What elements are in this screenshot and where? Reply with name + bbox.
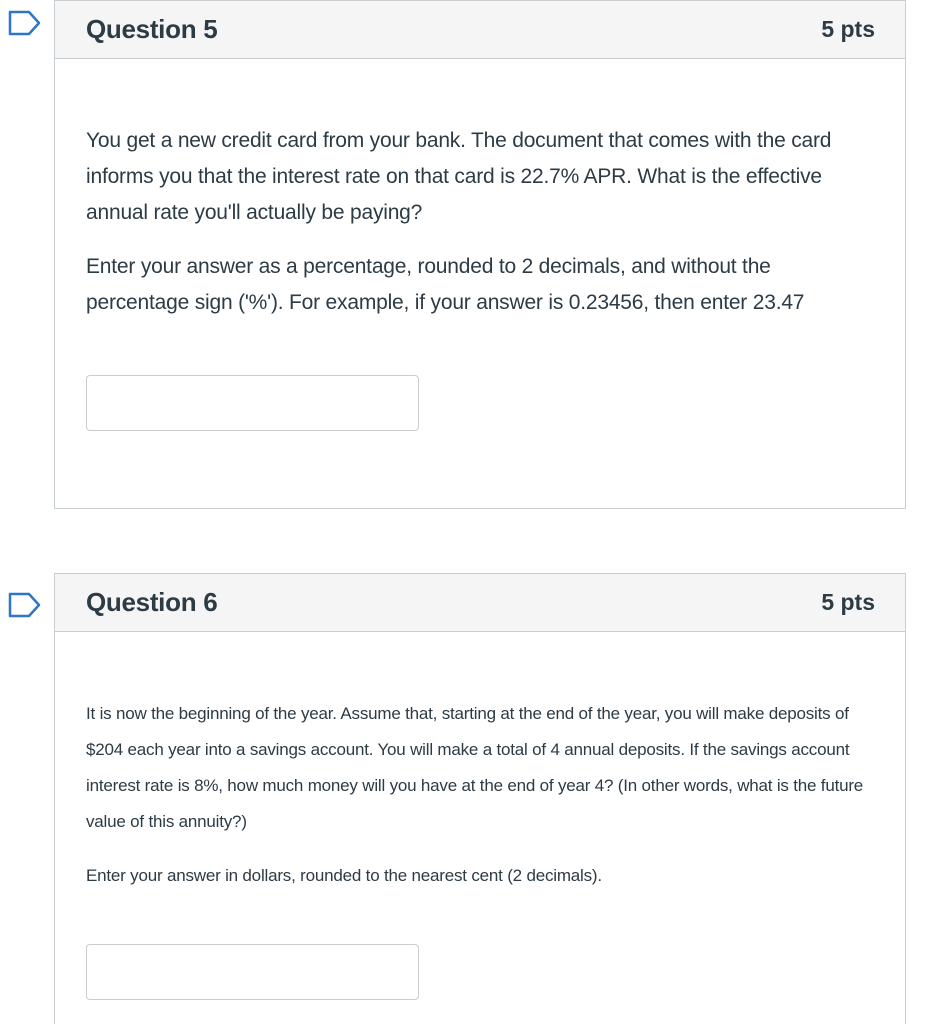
question-5 (54, 0, 906, 509)
question-header (55, 1, 905, 59)
question-header (55, 574, 905, 632)
question-text: You get a new credit card from your bank. The document that comes with the card informs you that the interest rate on that card is 22.7% APR. What is the effective annual rate you'll actually be paying? (86, 129, 832, 224)
answer-input[interactable] (86, 375, 419, 431)
flag-question-icon[interactable] (8, 10, 42, 36)
question-instructions: Enter your answer as a percentage, rounded to 2 decimals, and without the percentage sign ('%'). For example, if your answer is 0.23456, then enter 23.47 (86, 255, 805, 314)
question-6 (54, 573, 906, 1024)
question-text: It is now the beginning of the year. Assume that, starting at the end of the year, you will make deposits of $204 each year into a savings account. You will make a total of 4 annual deposits. If the savings account interest rate is 8%, how much money will you have at the end of year 4? (In other words, what is the future value of this annuity?) (86, 704, 864, 831)
question-title: Question 6 (86, 587, 218, 617)
question-body (55, 632, 905, 1000)
question-body (55, 59, 905, 431)
question-instructions: Enter your answer in dollars, rounded to the nearest cent (2 decimals). (86, 866, 602, 885)
flag-question-icon[interactable] (8, 592, 42, 618)
question-title: Question 5 (86, 14, 218, 44)
answer-input[interactable] (86, 944, 419, 1000)
question-points: 5 pts (821, 589, 875, 615)
question-points: 5 pts (821, 16, 875, 42)
